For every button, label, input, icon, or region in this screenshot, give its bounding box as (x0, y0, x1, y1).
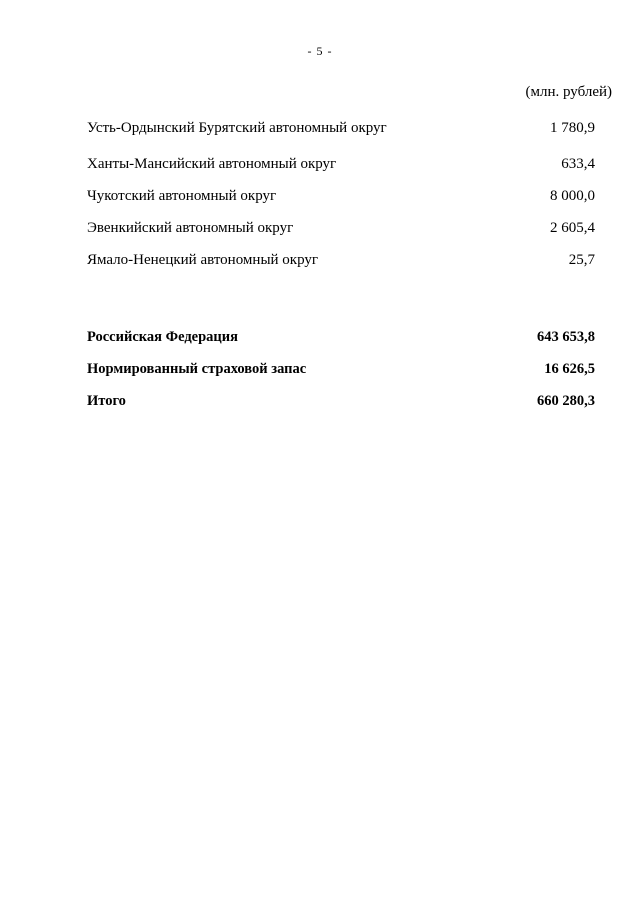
region-value: 8 000,0 (550, 188, 595, 204)
totals-block (87, 327, 595, 411)
total-value: 16 626,5 (544, 361, 595, 377)
total-value: 643 653,8 (537, 329, 595, 345)
table-row (87, 186, 595, 206)
total-row (87, 359, 595, 379)
page-number: - 5 - (307, 44, 333, 58)
region-name: Эвенкийский автономный округ (87, 220, 294, 236)
region-value: 1 780,9 (550, 120, 595, 136)
region-name: Чукотский автономный округ (87, 188, 277, 204)
total-row (87, 391, 595, 411)
total-name: Российская Федерация (87, 329, 238, 345)
region-name: Ханты-Мансийский автономный округ (87, 156, 337, 172)
total-name: Нормированный страховой запас (87, 361, 307, 377)
total-name: Итого (87, 393, 126, 409)
table-row (87, 154, 595, 174)
region-value: 2 605,4 (550, 220, 595, 236)
region-name: Усть-Ордынский Бурятский автономный округ (87, 120, 387, 136)
region-table (87, 118, 595, 270)
units-note: (млн. рублей) (525, 84, 612, 100)
table-row (87, 250, 595, 270)
region-value: 25,7 (568, 252, 595, 268)
region-name: Ямало-Ненецкий автономный округ (87, 252, 319, 268)
table-row (87, 118, 595, 138)
total-row (87, 327, 595, 347)
region-value: 633,4 (561, 156, 595, 172)
total-value: 660 280,3 (537, 393, 595, 409)
table-row (87, 218, 595, 238)
